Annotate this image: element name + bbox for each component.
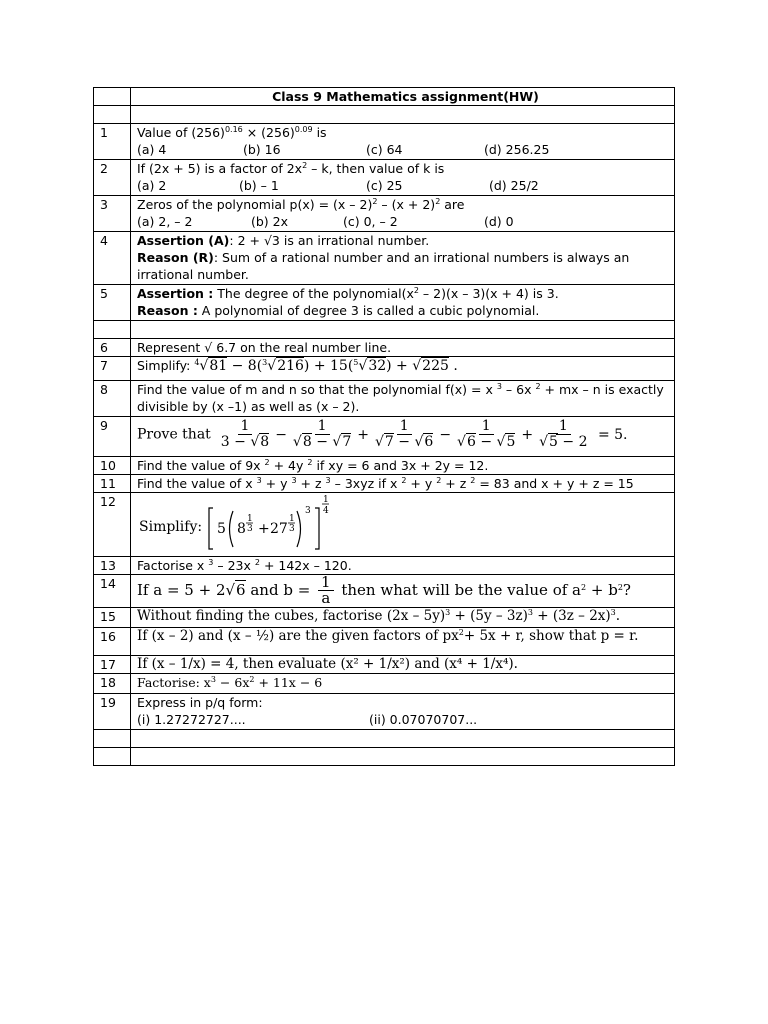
svg-text:3: 3 [289,524,295,534]
svg-text:5: 5 [217,521,226,537]
question-19: Express in p/q form: (i) 1.27272727.... (ii) 0.07070707... [131,694,675,730]
question-10: Find the value of 9x $^2$ + 4y $^2$ if xy = 6 and 3x + 2y = 12. [131,457,675,475]
option: (b) 2x [251,214,289,229]
question-number: 12 [94,493,131,557]
blank-cell [131,321,675,339]
svg-text:3: 3 [247,524,253,534]
question-number: 1 [94,124,131,160]
question-11: Find the value of x $^3$ + y $^3$ + z $^3$ – 3xyz if x $^2$ + y $^2$ + z $^2$ = 83 and x + y + z = 15 [131,475,675,493]
option: (d) 256.25 [484,142,550,157]
option: (d) 0 [484,214,514,229]
svg-text:4: 4 [323,506,329,516]
blank-cell [94,106,131,124]
option: (a) 2, – 2 [137,214,193,229]
question-number: 9 [94,417,131,457]
question-7: Simplify: $^4$√81 − 8($^3$√216) + 15($^5$√32) + √225 . [131,357,675,381]
option: (b) – 1 [239,178,279,193]
question-4: Assertion (A): 2 + √3 is an irrational number. Reason (R): Sum of a rational number and an irrational numbers is always an irrational number. [131,232,675,285]
question-number: 10 [94,457,131,475]
question-14: If a = 5 + 2√6 and b = $\frac{1}{a}$ then what will be the value of $a^2 + b^2$? [131,575,675,608]
question-9: Prove that $\frac{1}{3 - √8}$ − $\frac{1}{√8 - √7}$ + $\frac{1}{√7 - √6}$ − $\frac{1}{√6 - √5}$ + $\frac{1}{√5 - 2}$ = 5. [131,417,675,457]
question-number: 18 [94,674,131,694]
question-number: 8 [94,381,131,417]
blank-cell [131,730,675,748]
question-1: Value of $(256)^{0.16} \times (256)^{0.09}$ is (a) 4 (b) 16 (c) 64 (d) 256.25 [131,124,675,160]
option: (c) 25 [366,178,403,193]
question-number: 4 [94,232,131,285]
option: (b) 16 [243,142,281,157]
option: (c) 64 [366,142,403,157]
question-number: 19 [94,694,131,730]
option: (a) 4 [137,142,167,157]
option: (c) 0, – 2 [343,214,398,229]
question-number: 15 [94,608,131,628]
svg-text:27: 27 [270,521,288,537]
svg-text:1: 1 [289,514,295,524]
question-5: Assertion : The degree of the $polynomial(x^2 - 2)(x - 3)(x + 4)$ is 3. Reason : A polynomial of degree 3 is called a cubic polynomial. [131,285,675,321]
question-number: 13 [94,557,131,575]
question-3: Zeros of the polynomial $p(x) = (x - 2)^2 - (x + 2)^2$ are (a) 2, – 2 (b) 2x (c) 0, – 2 (d) 0 [131,196,675,232]
svg-text:+: + [258,521,270,537]
question-number: 2 [94,160,131,196]
question-number: 16 [94,628,131,656]
header-num-cell [94,88,131,106]
svg-text:8: 8 [237,521,246,537]
question-number: 11 [94,475,131,493]
question-number: 7 [94,357,131,381]
question-15: Without finding the cubes, factorise (2x – 5y)$^3$ + (5y – 3z)$^3$ + (3z – 2x)$^3$. [131,608,675,628]
assignment-table [93,87,675,766]
svg-text:Simplify:: Simplify: [139,519,203,535]
question-12 [131,493,675,557]
page-title: Class 9 Mathematics assignment(HW) [131,88,675,106]
question-number: 6 [94,339,131,357]
question-8: Find the value of m and n so that the polynomial f(x) = x $^3$ – 6x $^2$ + mx – n is exactly divisible by (x –1) as well as (x – 2). [131,381,675,417]
question-13: Factorise x $^3$ – 23x $^2$ + 142x – 120. [131,557,675,575]
svg-text:1: 1 [323,495,329,505]
option: (a) 2 [137,178,167,193]
question-2: If (2x + 5) is a factor of $2x^2$ – k, then value of k is (a) 2 (b) – 1 (c) 25 (d) 25/2 [131,160,675,196]
question-number: 14 [94,575,131,608]
svg-text:1: 1 [247,514,253,524]
blank-cell [94,730,131,748]
option: (d) 25/2 [489,178,539,193]
question-17: If (x – 1/x) = 4, then evaluate (x² + 1/x²) and (x⁴ + 1/x⁴). [131,656,675,674]
question-18: Factorise: $x^3 - 6x^2 + 11x - 6$ [131,674,675,694]
question-number: 5 [94,285,131,321]
blank-cell [131,748,675,766]
question-number: 3 [94,196,131,232]
svg-text:3: 3 [305,506,311,516]
blank-cell [131,106,675,124]
question-number: 17 [94,656,131,674]
q12-expression [137,493,337,553]
question-6: Represent √ 6.7 on the real number line. [131,339,675,357]
blank-cell [94,748,131,766]
question-16: If (x – 2) and (x – ½) are the given factors of $px^2+ 5x + r$, show that p = r. [131,628,675,656]
blank-cell [94,321,131,339]
